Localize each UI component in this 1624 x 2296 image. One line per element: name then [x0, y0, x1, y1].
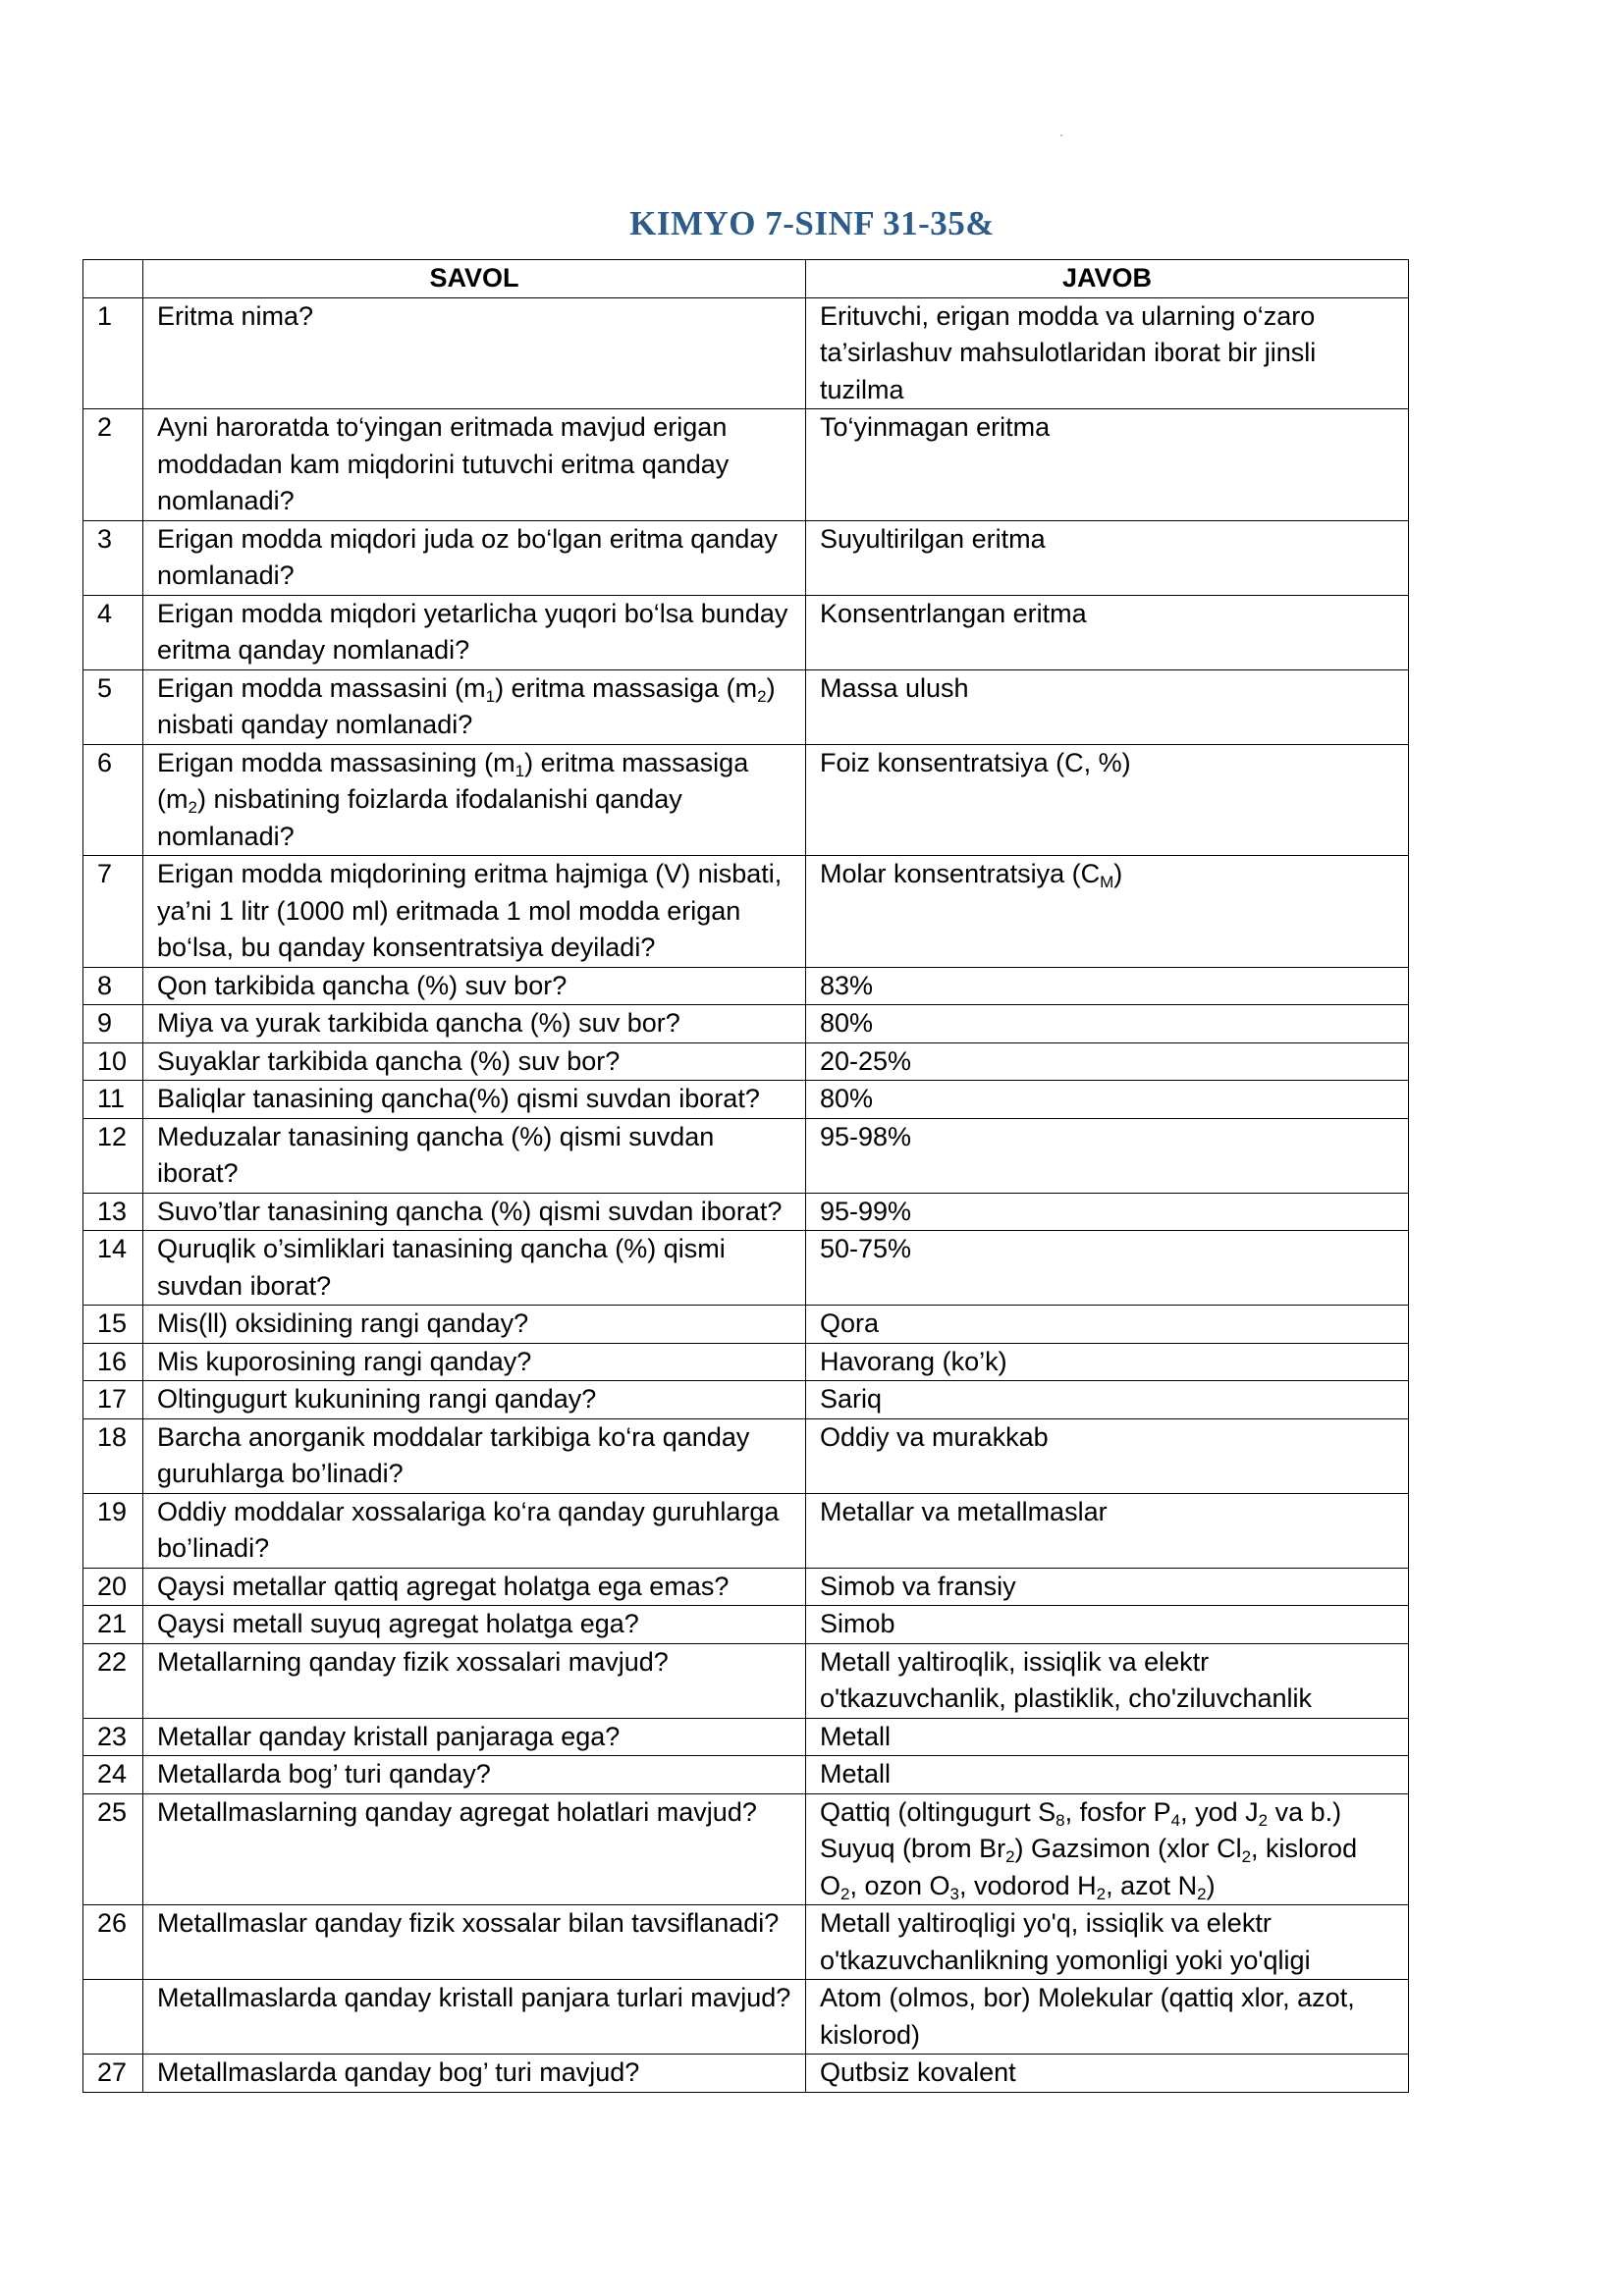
answer-cell: 95-99% [806, 1193, 1409, 1231]
question-cell: Qon tarkibida qancha (%) suv bor? [143, 967, 806, 1005]
row-number: 18 [83, 1418, 143, 1493]
answer-cell: Foiz konsentratsiya (C, %) [806, 744, 1409, 856]
row-number: 12 [83, 1118, 143, 1193]
question-cell: Miya va yurak tarkibida qancha (%) suv bor? [143, 1005, 806, 1043]
question-cell: Baliqlar tanasining qancha(%) qismi suvdan iborat? [143, 1081, 806, 1119]
question-cell: Mis(ll) oksidining rangi qanday? [143, 1306, 806, 1344]
table-row [83, 520, 1409, 595]
question-cell: Metallmaslarda qanday bog’ turi mavjud? [143, 2055, 806, 2093]
row-number: 19 [83, 1493, 143, 1568]
row-number: 1 [83, 297, 143, 409]
header-row [83, 260, 1409, 298]
header-answer: JAVOB [806, 260, 1409, 298]
table-row [83, 1193, 1409, 1231]
table-row [83, 744, 1409, 856]
question-cell: Oltingugurt kukunining rangi qanday? [143, 1381, 806, 1419]
answer-cell: 20-25% [806, 1042, 1409, 1081]
answer-cell: 83% [806, 967, 1409, 1005]
qa-table [82, 259, 1409, 2093]
table-row [83, 1568, 1409, 1606]
question-cell: Eritma nima? [143, 297, 806, 409]
table-row [83, 1306, 1409, 1344]
row-number: 13 [83, 1193, 143, 1231]
row-number: 7 [83, 856, 143, 968]
question-cell: Ayni haroratda to‘yingan eritmada mavjud erigan moddadan kam miqdorini tutuvchi eritma qanday nomlanadi? [143, 409, 806, 521]
table-row [83, 1081, 1409, 1119]
answer-cell: Oddiy va murakkab [806, 1418, 1409, 1493]
table-row [83, 1343, 1409, 1381]
header-num [83, 260, 143, 298]
question-cell: Metallarning qanday fizik xossalari mavjud? [143, 1643, 806, 1718]
answer-cell: Metallar va metallmaslar [806, 1493, 1409, 1568]
answer-cell: Simob va fransiy [806, 1568, 1409, 1606]
answer-cell: Metall [806, 1756, 1409, 1794]
question-cell: Qaysi metall suyuq agregat holatga ega? [143, 1606, 806, 1644]
speck [1060, 134, 1062, 136]
answer-cell: Metall yaltiroqlik, issiqlik va elektr o'tkazuvchanlik, plastiklik, cho'ziluvchanlik [806, 1643, 1409, 1718]
answer-cell: Atom (olmos, bor) Molekular (qattiq xlor, azot, kislorod) [806, 1980, 1409, 2055]
answer-cell: To‘yinmagan eritma [806, 409, 1409, 521]
answer-cell: 80% [806, 1081, 1409, 1119]
answer-cell: Qora [806, 1306, 1409, 1344]
table-row [83, 1606, 1409, 1644]
table-row [83, 1381, 1409, 1419]
row-number [83, 1980, 143, 2055]
answer-cell: Erituvchi, erigan modda va ularning o‘zaro ta’sirlashuv mahsulotlaridan iborat bir jinsli tuzilma [806, 297, 1409, 409]
row-number: 11 [83, 1081, 143, 1119]
question-cell: Metallmaslarda qanday kristall panjara turlari mavjud? [143, 1980, 806, 2055]
row-number: 15 [83, 1306, 143, 1344]
question-cell: Metallarda bog’ turi qanday? [143, 1756, 806, 1794]
question-cell: Meduzalar tanasining qancha (%) qismi suvdan iborat? [143, 1118, 806, 1193]
answer-cell: 95-98% [806, 1118, 1409, 1193]
answer-cell: Sariq [806, 1381, 1409, 1419]
answer-cell: Konsentrlangan eritma [806, 595, 1409, 669]
table-row [83, 1118, 1409, 1193]
row-number: 10 [83, 1042, 143, 1081]
row-number: 17 [83, 1381, 143, 1419]
row-number: 21 [83, 1606, 143, 1644]
qa-rows [83, 297, 1409, 2092]
question-cell: Oddiy moddalar xossalariga ko‘ra qanday guruhlarga bo’linadi? [143, 1493, 806, 1568]
question-cell: Barcha anorganik moddalar tarkibiga ko‘ra qanday guruhlarga bo’linadi? [143, 1418, 806, 1493]
table-row [83, 1756, 1409, 1794]
question-cell: Quruqlik o’simliklari tanasining qancha (%) qismi suvdan iborat? [143, 1231, 806, 1306]
question-cell: Erigan modda miqdori juda oz bo‘lgan eritma qanday nomlanadi? [143, 520, 806, 595]
answer-cell: Molar konsentratsiya $(C_M)$ [806, 856, 1409, 968]
question-cell: Erigan modda miqdori yetarlicha yuqori bo‘lsa bunday eritma qanday nomlanadi? [143, 595, 806, 669]
table-row [83, 1231, 1409, 1306]
table-row [83, 1418, 1409, 1493]
row-number: 24 [83, 1756, 143, 1794]
question-cell: Suyaklar tarkibida qancha (%) suv bor? [143, 1042, 806, 1081]
table-row [83, 297, 1409, 409]
question-cell: Metallmaslarning qanday agregat holatlari mavjud? [143, 1793, 806, 1905]
table-row [83, 1643, 1409, 1718]
answer-cell: Metall yaltiroqligi yo'q, issiqlik va elektr o'tkazuvchanlikning yomonligi yoki yo'qligi [806, 1905, 1409, 1980]
answer-cell: Suyultirilgan eritma [806, 520, 1409, 595]
row-number: 27 [83, 2055, 143, 2093]
table-row [83, 409, 1409, 521]
answer-cell: Simob [806, 1606, 1409, 1644]
row-number: 9 [83, 1005, 143, 1043]
table-row [83, 1980, 1409, 2055]
table-row [83, 856, 1409, 968]
answer-cell: Qattiq (oltingugurt $S_8$, fosfor $P_4$, yod $J_2$ va b.) Suyuq (brom $Br_2$) Gazsimon (xlor $Cl_2$, kislorod $O_2$, ozon $O_3$, vodorod $H_2$, azot $N_2$) [806, 1793, 1409, 1905]
table-row [83, 1042, 1409, 1081]
question-cell: Mis kuporosining rangi qanday? [143, 1343, 806, 1381]
table-row [83, 1493, 1409, 1568]
question-cell: Metallar qanday kristall panjaraga ega? [143, 1718, 806, 1756]
table-row [83, 1905, 1409, 1980]
row-number: 25 [83, 1793, 143, 1905]
row-number: 20 [83, 1568, 143, 1606]
table-row [83, 2055, 1409, 2093]
answer-cell: Massa ulush [806, 669, 1409, 744]
question-cell: Qaysi metallar qattiq agregat holatga ega emas? [143, 1568, 806, 1606]
row-number: 4 [83, 595, 143, 669]
answer-cell: 80% [806, 1005, 1409, 1043]
row-number: 6 [83, 744, 143, 856]
question-cell: Metallmaslar qanday fizik xossalar bilan tavsiflanadi? [143, 1905, 806, 1980]
row-number: 2 [83, 409, 143, 521]
table-row [83, 595, 1409, 669]
answer-cell: Havorang (ko’k) [806, 1343, 1409, 1381]
page-title: KIMYO 7-SINF 31-35& [629, 204, 995, 242]
question-cell: Erigan modda massasining $(m_1)$ eritma massasiga $(m_2)$ nisbatining foizlarda ifodalanishi qanday nomlanadi? [143, 744, 806, 856]
table-row [83, 1005, 1409, 1043]
table-row [83, 1718, 1409, 1756]
answer-cell: Qutbsiz kovalent [806, 2055, 1409, 2093]
table-row [83, 1793, 1409, 1905]
row-number: 3 [83, 520, 143, 595]
table-row [83, 967, 1409, 1005]
row-number: 16 [83, 1343, 143, 1381]
question-cell: Erigan modda miqdorining eritma hajmiga (V) nisbati, ya’ni 1 litr (1000 ml) eritmada 1 mol modda erigan bo‘lsa, bu qanday konsentratsiya deyiladi? [143, 856, 806, 968]
question-cell: Suvo’tlar tanasining qancha (%) qismi suvdan iborat? [143, 1193, 806, 1231]
answer-cell: 50-75% [806, 1231, 1409, 1306]
row-number: 26 [83, 1905, 143, 1980]
table-row [83, 669, 1409, 744]
row-number: 22 [83, 1643, 143, 1718]
header-question: SAVOL [143, 260, 806, 298]
row-number: 14 [83, 1231, 143, 1306]
row-number: 8 [83, 967, 143, 1005]
row-number: 5 [83, 669, 143, 744]
question-cell: Erigan modda massasini $(m_1)$ eritma massasiga $(m_2)$ nisbati qanday nomlanadi? [143, 669, 806, 744]
row-number: 23 [83, 1718, 143, 1756]
answer-cell: Metall [806, 1718, 1409, 1756]
